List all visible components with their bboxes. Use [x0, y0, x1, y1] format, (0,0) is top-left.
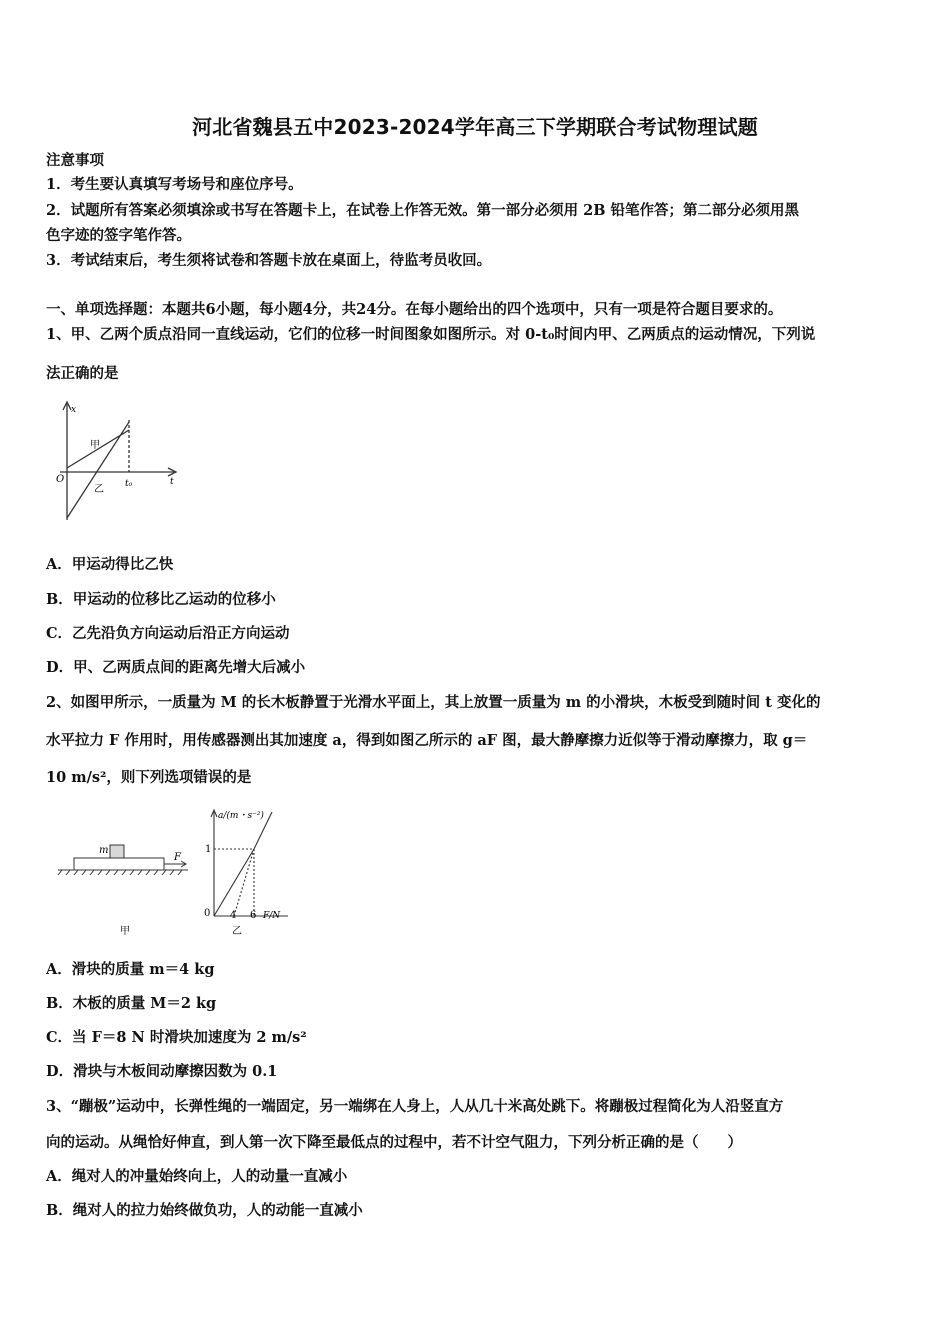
question-1-stem: 1、甲、乙两个质点沿同一直线运动，它们的位移一时间图象如图所示。对 0-t₀时间内甲、乙两质点的运动情况，下列说: [46, 326, 816, 343]
page-title: 河北省魏县五中2023-2024学年高三下学期联合考试物理试题: [192, 115, 758, 139]
f4-dashed: [234, 849, 254, 916]
line-yi: [67, 422, 129, 518]
ground-hatch: [58, 870, 182, 875]
a-axis-label: a/(m・s⁻²): [218, 811, 264, 821]
question-2-stem: 2、如图甲所示，一质量为 M 的长木板静置于光滑水平面上，其上放置一质量为 m 的小滑块，木板受到随时间 t 变化的: [46, 694, 821, 711]
axis-x-label: x: [71, 405, 77, 415]
origin-0: 0: [204, 908, 211, 919]
notice-item: 色字迹的签字笔作答。: [46, 227, 191, 244]
first-segment: [214, 849, 254, 916]
caption-jia: 甲: [120, 926, 130, 937]
q2-aF-graph: [198, 804, 298, 940]
q1-option-a: A．甲运动得比乙快: [46, 556, 174, 573]
t0-label: t₀: [125, 479, 133, 489]
q1-option-b: B．甲运动的位移比乙运动的位移小: [46, 591, 276, 608]
x-tick-4: 4: [230, 910, 237, 921]
question-2-stem: 水平拉力 F 作用时，用传感器测出其加速度 a，得到如图乙所示的 aF 图，最大静摩擦力近似等于滑动摩擦力，取 g＝: [46, 732, 808, 749]
x-tick-6: 6: [250, 910, 257, 921]
notice-item: 2．试题所有答案必须填涂或书写在答题卡上，在试卷上作答无效。第一部分必须用 2B 铅笔作答；第二部分必须用黑: [46, 202, 800, 219]
caption-yi: 乙: [232, 926, 242, 937]
q3-option-b: B．绳对人的拉力始终做负功，人的动能一直减小: [46, 1202, 363, 1219]
question-1-stem: 法正确的是: [46, 365, 119, 382]
f-axis-label: F/N: [263, 911, 281, 921]
q3-option-a: A．绳对人的冲量始终向上，人的动量一直减小: [46, 1168, 348, 1185]
q1-option-d: D．甲、乙两质点间的距离先增大后减小: [46, 659, 306, 676]
q2-option-c: C．当 F＝8 N 时滑块加速度为 2 m/s²: [46, 1029, 307, 1046]
long-board: [74, 858, 164, 870]
block-m-label: m: [99, 845, 109, 856]
q2-option-a: A．滑块的质量 m＝4 kg: [46, 961, 215, 978]
notice-heading: 注意事项: [46, 152, 104, 169]
question-3-stem: 向的运动。从绳恰好伸直，到人第一次下降至最低点的过程中，若不计空气阻力，下列分析正确的是（ ）: [46, 1134, 742, 1151]
q2-figure-jia: [54, 838, 194, 940]
section-heading: 一、单项选择题：本题共6小题，每小题4分，共24分。在每小题给出的四个选项中，只有一项是符合题目要求的。: [46, 301, 783, 318]
q2-option-b: B．木板的质量 M＝2 kg: [46, 995, 217, 1012]
q2-option-d: D．滑块与木板间动摩擦因数为 0.1: [46, 1063, 278, 1080]
notice-item: 1．考生要认真填写考场号和座位序号。: [46, 176, 303, 193]
q1-option-c: C．乙先沿负方向运动后沿正方向运动: [46, 625, 290, 642]
yi-label: 乙: [94, 484, 104, 495]
q1-xt-graph: [52, 398, 182, 526]
origin-label: O: [56, 474, 65, 485]
y-tick-1: 1: [205, 844, 212, 855]
force-f-label: F: [174, 852, 181, 863]
notice-item: 3．考试结束后，考生须将试卷和答题卡放在桌面上，待监考员收回。: [46, 252, 492, 269]
jia-label: 甲: [90, 440, 100, 451]
small-block: [110, 845, 124, 858]
axis-t-label: t: [170, 477, 174, 487]
question-3-stem: 3、“蹦极”运动中，长弹性绳的一端固定，另一端绑在人身上，人从几十米高处跳下。将蹦极过程简化为人沿竖直方: [46, 1098, 784, 1115]
question-2-stem: 10 m/s²，则下列选项错误的是: [46, 769, 252, 786]
